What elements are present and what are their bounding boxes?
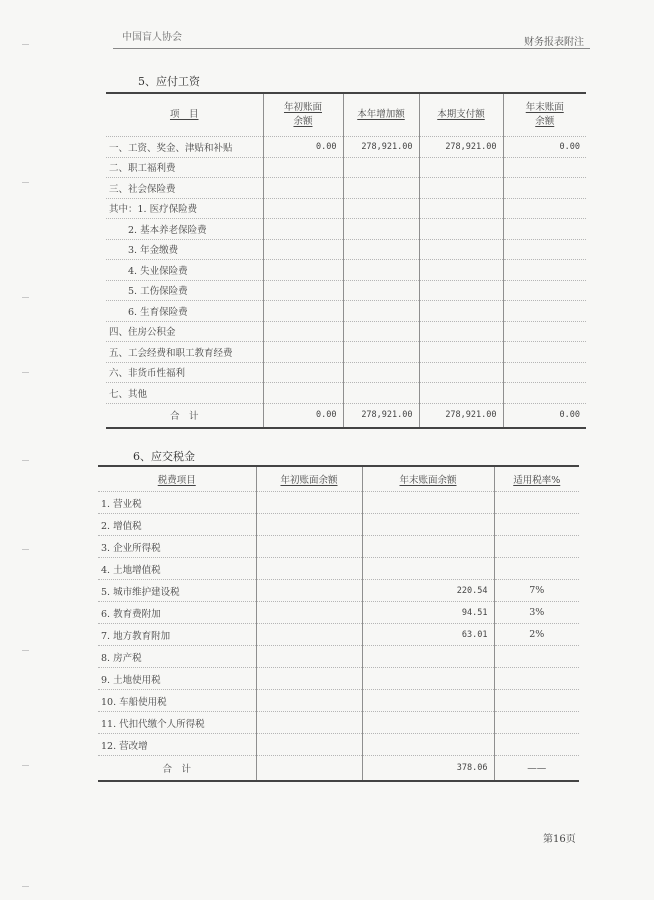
- table-row: [106, 157, 586, 178]
- margin-mark: [22, 297, 29, 298]
- closing-balance: 0.00: [503, 137, 586, 158]
- period-payment: [419, 157, 503, 178]
- opening-balance: [263, 178, 343, 199]
- item-name: 三、社会保险费: [106, 178, 263, 199]
- table-row: [106, 301, 586, 322]
- opening-balance: [263, 157, 343, 178]
- opening-balance: [256, 624, 362, 646]
- opening-balance: [263, 362, 343, 383]
- table-row: [98, 734, 579, 756]
- opening-balance: [256, 756, 362, 782]
- opening-balance: [263, 260, 343, 281]
- tax-item-name: 4. 土地增值税: [98, 558, 256, 580]
- tax-item-name: 1. 营业税: [98, 492, 256, 514]
- annual-increase: [343, 301, 419, 322]
- period-payment: [419, 219, 503, 240]
- closing-balance: [503, 178, 586, 199]
- period-payment: [419, 362, 503, 383]
- total-label: 合 计: [162, 764, 191, 775]
- closing-balance: [503, 260, 586, 281]
- tax-item-name: 8. 房产税: [98, 646, 256, 668]
- closing-balance: [362, 558, 494, 580]
- wages-payable-table: [106, 92, 586, 429]
- period-payment: [419, 280, 503, 301]
- closing-balance: [503, 219, 586, 240]
- closing-balance: [362, 712, 494, 734]
- opening-balance: [256, 536, 362, 558]
- annual-increase: [343, 219, 419, 240]
- column-header: 年初账面 余额: [263, 93, 343, 137]
- margin-mark: [22, 182, 29, 183]
- period-payment: [419, 321, 503, 342]
- item-name: 二、职工福利费: [106, 157, 263, 178]
- opening-balance: [263, 383, 343, 404]
- opening-balance: [263, 301, 343, 322]
- tax-rate: [494, 668, 579, 690]
- table-row: [98, 580, 579, 602]
- table-row: [98, 668, 579, 690]
- opening-balance: [256, 580, 362, 602]
- section-6-title: 6、应交税金: [133, 450, 195, 463]
- table-row: [106, 198, 586, 219]
- margin-mark: [22, 650, 29, 651]
- tax-item-name: 3. 企业所得税: [98, 536, 256, 558]
- table-row: [98, 492, 579, 514]
- opening-balance: [256, 558, 362, 580]
- table-row: [98, 558, 579, 580]
- closing-balance: 0.00: [503, 403, 586, 428]
- table-row: [106, 383, 586, 404]
- tax-rate: [494, 690, 579, 712]
- column-header: 本年增加额: [343, 93, 419, 137]
- annual-increase: [343, 280, 419, 301]
- table-row: [98, 712, 579, 734]
- closing-balance: [503, 239, 586, 260]
- closing-balance: [503, 321, 586, 342]
- closing-balance: [362, 690, 494, 712]
- tax-rate: [494, 558, 579, 580]
- column-header: 适用税率%: [494, 466, 579, 492]
- wages-table-body: [106, 93, 586, 428]
- period-payment: [419, 301, 503, 322]
- period-payment: [419, 260, 503, 281]
- item-name: 6. 生育保险费: [106, 301, 263, 322]
- closing-balance: 94.51: [362, 602, 494, 624]
- closing-balance: 63.01: [362, 624, 494, 646]
- tax-item-name: 12. 营改增: [98, 734, 256, 756]
- closing-balance: [362, 514, 494, 536]
- column-header: 年初账面余额: [256, 466, 362, 492]
- item-name: 4. 失业保险费: [106, 260, 263, 281]
- margin-mark: [22, 886, 29, 887]
- table-row: [98, 690, 579, 712]
- opening-balance: [256, 492, 362, 514]
- taxes-table-body: [98, 466, 579, 781]
- margin-mark: [22, 44, 29, 45]
- opening-balance: [263, 280, 343, 301]
- item-name: 五、工会经费和职工教育经费: [106, 342, 263, 363]
- column-header: 项 目: [106, 93, 263, 137]
- closing-balance: [362, 646, 494, 668]
- tax-rate: [494, 734, 579, 756]
- opening-balance: [263, 198, 343, 219]
- tax-rate: ——: [494, 756, 579, 782]
- annual-increase: [343, 198, 419, 219]
- tax-item-name: 2. 增值税: [98, 514, 256, 536]
- table-row: [106, 239, 586, 260]
- closing-balance: [503, 383, 586, 404]
- margin-mark: [22, 765, 29, 766]
- annual-increase: [343, 260, 419, 281]
- tax-rate: 2%: [494, 624, 579, 646]
- section-5-title: 5、应付工资: [138, 75, 200, 88]
- closing-balance: [362, 536, 494, 558]
- closing-balance: [503, 198, 586, 219]
- period-payment: [419, 178, 503, 199]
- tax-item-name: 6. 教育费附加: [98, 602, 256, 624]
- tax-rate: [494, 514, 579, 536]
- closing-balance: [362, 492, 494, 514]
- opening-balance: [263, 342, 343, 363]
- total-row: [98, 756, 579, 782]
- table-row: [98, 646, 579, 668]
- closing-balance: [362, 668, 494, 690]
- taxes-payable-table: [98, 465, 579, 782]
- annual-increase: [343, 362, 419, 383]
- opening-balance: [263, 239, 343, 260]
- org-name: 中国盲人协会: [122, 32, 182, 43]
- closing-balance: [503, 362, 586, 383]
- column-header: 年末账面余额: [362, 466, 494, 492]
- margin-mark: [22, 549, 29, 550]
- closing-balance: [503, 301, 586, 322]
- table-row: [98, 536, 579, 558]
- margin-mark: [22, 460, 29, 461]
- tax-item-name: 9. 土地使用税: [98, 668, 256, 690]
- period-payment: 278,921.00: [419, 137, 503, 158]
- table-row: [106, 342, 586, 363]
- tax-item-name: 5. 城市维护建设税: [98, 580, 256, 602]
- opening-balance: 0.00: [263, 137, 343, 158]
- item-name: 5. 工伤保险费: [106, 280, 263, 301]
- annual-increase: [343, 342, 419, 363]
- total-label: 合 计: [169, 411, 199, 422]
- opening-balance: [263, 321, 343, 342]
- table-row: [98, 514, 579, 536]
- tax-rate: 7%: [494, 580, 579, 602]
- period-payment: [419, 198, 503, 219]
- annual-increase: [343, 239, 419, 260]
- opening-balance: [263, 219, 343, 240]
- column-header: 年末账面 余额: [503, 93, 586, 137]
- closing-balance: 220.54: [362, 580, 494, 602]
- closing-balance: 378.06: [362, 756, 494, 782]
- tax-rate: [494, 712, 579, 734]
- tax-rate: [494, 492, 579, 514]
- period-payment: [419, 383, 503, 404]
- item-name: 其中：1. 医疗保险费: [106, 198, 263, 219]
- annual-increase: [343, 321, 419, 342]
- tax-rate: [494, 536, 579, 558]
- table-row: [106, 137, 586, 158]
- opening-balance: [256, 602, 362, 624]
- table-row: [106, 321, 586, 342]
- margin-mark: [22, 372, 29, 373]
- opening-balance: [256, 690, 362, 712]
- column-header: 税费项目: [98, 466, 256, 492]
- item-name: 2. 基本养老保险费: [106, 219, 263, 240]
- opening-balance: [256, 646, 362, 668]
- closing-balance: [503, 157, 586, 178]
- table-row: [106, 260, 586, 281]
- table-header-row: [98, 466, 579, 492]
- tax-item-name: 7. 地方教育附加: [98, 624, 256, 646]
- closing-balance: [503, 280, 586, 301]
- opening-balance: [256, 712, 362, 734]
- opening-balance: [256, 668, 362, 690]
- report-title: 财务报表附注: [524, 37, 584, 48]
- item-name: 四、住房公积金: [106, 321, 263, 342]
- column-header: 本期支付额: [419, 93, 503, 137]
- tax-rate: 3%: [494, 602, 579, 624]
- closing-balance: [503, 342, 586, 363]
- opening-balance: [256, 734, 362, 756]
- annual-increase: 278,921.00: [343, 403, 419, 428]
- annual-increase: [343, 178, 419, 199]
- period-payment: 278,921.00: [419, 403, 503, 428]
- item-name: 六、非货币性福利: [106, 362, 263, 383]
- table-row: [98, 624, 579, 646]
- table-header-row: [106, 93, 586, 137]
- item-name: 3. 年金缴费: [106, 239, 263, 260]
- table-row: [106, 280, 586, 301]
- table-row: [106, 178, 586, 199]
- period-payment: [419, 239, 503, 260]
- annual-increase: [343, 157, 419, 178]
- item-name: 七、其他: [106, 383, 263, 404]
- header-rule: [113, 48, 590, 49]
- tax-rate: [494, 646, 579, 668]
- closing-balance: [362, 734, 494, 756]
- table-row: [98, 602, 579, 624]
- page-number: 第16页: [543, 834, 576, 845]
- item-name: 一、工资、奖金、津贴和补贴: [106, 137, 263, 158]
- period-payment: [419, 342, 503, 363]
- table-row: [106, 362, 586, 383]
- opening-balance: [256, 514, 362, 536]
- annual-increase: 278,921.00: [343, 137, 419, 158]
- tax-item-name: 10. 车船使用税: [98, 690, 256, 712]
- opening-balance: 0.00: [263, 403, 343, 428]
- annual-increase: [343, 383, 419, 404]
- table-row: [106, 219, 586, 240]
- total-row: [106, 403, 586, 428]
- tax-item-name: 11. 代扣代缴个人所得税: [98, 712, 256, 734]
